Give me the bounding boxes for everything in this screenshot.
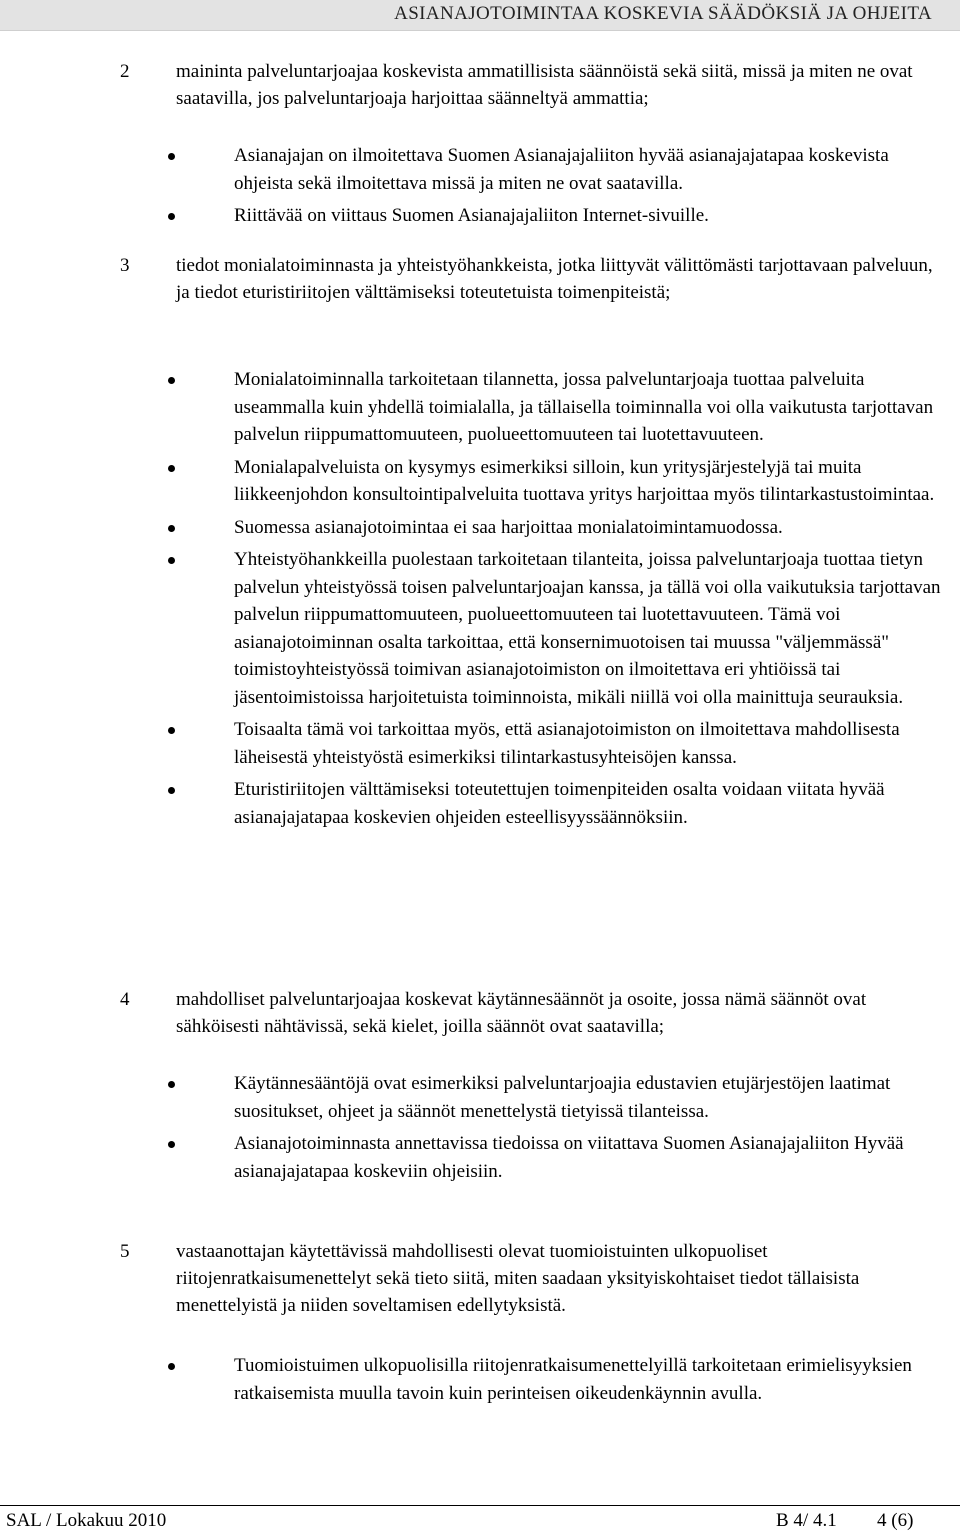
list-item: Monialapalveluista on kysymys esimerkiksi silloin, kun yritysjärjestelyjä tai muita liikkeenjohdon konsultointipalveluita tuottava yritys harjoittaa myös tilintarkastustoimintaa. [234,454,950,509]
section-number: 4 [120,989,130,1010]
bullet-list [234,142,950,235]
bullet-list [234,366,950,836]
list-item: Yhteistyöhankkeilla puolestaan tarkoitetaan tilanteita, joissa palveluntarjoaja tuottaa tietyn palvelun yhteistyössä toisen palveluntarjoajan kanssa, ja tällä voi olla vaikutuksia tarjottavan palvelun riippumattomuuteen, puolueettomuuteen tai luotettavuuteen. Tämä voi asianajotoiminnan osalta tarkoittaa, että konsernimuotoisen tai muussa "väljemmässä" toimistoyhteistyössä toimivan asianajotoimiston on ilmoitettava eri yhtiöissä tai jäsentoimistoissa harjoitetuista toiminnoista, mikäli niillä voi olla mainittuja seurauksia. [234,546,950,711]
footer-divider [0,1505,960,1506]
bullet-list [234,1070,950,1190]
list-item: Asianajotoiminnasta annettavissa tiedoissa on viitattava Suomen Asianajajaliiton Hyvää asianajajatapaa koskeviin ohjeisiin. [234,1130,950,1185]
list-item: Toisaalta tämä voi tarkoittaa myös, että asianajotoimiston on ilmoitettava mahdollisesta läheisestä yhteistyöstä esimerkiksi tilintarkastusyhteisöjen kanssa. [234,716,950,771]
footer-document-code: B 4/ 4.1 [776,1510,837,1531]
section-number: 3 [120,255,130,276]
bullet-dot [168,525,175,532]
bullet-dot [168,153,175,160]
section-text: maininta palveluntarjoajaa koskevista ammatillisista säännöistä sekä siitä, missä ja miten ne ovat saatavilla, jos palveluntarjoaja harjoittaa säänneltyä ammattia; [176,61,913,109]
footer-date: SAL / Lokakuu 2010 [6,1510,167,1531]
list-item: Käytännesääntöjä ovat esimerkiksi palveluntarjoajia edustavien etujärjestöjen laatimat suositukset, ohjeet ja säännöt menettelystä tietyissä tilanteissa. [234,1070,950,1125]
section-text: tiedot monialatoiminnasta ja yhteistyöhankkeista, jotka liittyvät välittömästi tarjottavaan palveluun, ja tiedot eturistiriitojen välttämiseksi toteutetuista toimenpiteistä; [176,255,933,303]
header-title: ASIANAJOTOIMINTAA KOSKEVIA SÄÄDÖKSIÄ JA OHJEITA [394,3,932,24]
list-item: Suomessa asianajotoimintaa ei saa harjoittaa monialatoimintamuodossa. [234,514,950,542]
list-item: Monialatoiminnalla tarkoitetaan tilannetta, jossa palveluntarjoaja tuottaa palveluita useammalla kuin yhdellä toimialalla, ja tällaisella toiminnalla voi olla vaikutusta tarjottavan palvelun riippumattomuuteen, puolueettomuuteen tai luotettavuuteen. [234,366,950,449]
section-text: mahdolliset palveluntarjoajaa koskevat käytännesäännöt ja osoite, jossa nämä säännöt ovat sähköisesti nähtävissä, sekä kielet, joilla säännöt ovat saatavilla; [176,989,867,1037]
footer-page-number: 4 (6) [877,1510,914,1531]
list-item: Asianajajan on ilmoitettava Suomen Asianajajaliiton hyvää asianajajatapaa koskevista ohjeista sekä ilmoitettava missä ja miten ne ovat saatavilla. [234,142,950,197]
section-number: 5 [120,1241,130,1262]
bullet-dot [168,1141,175,1148]
bullet-dot [168,557,175,564]
bullet-dot [168,465,175,472]
list-item: Riittävää on viittaus Suomen Asianajajaliiton Internet-sivuille. [234,202,950,230]
bullet-dot [168,377,175,384]
bullet-dot [168,1081,175,1088]
list-item: Eturistiriitojen välttämiseksi toteutettujen toimenpiteiden osalta voidaan viitata hyvää asianajajatapaa koskevien ohjeiden esteellisyyssäännöksiin. [234,776,950,831]
bullet-dot [168,727,175,734]
page-header [0,0,960,31]
bullet-dot [168,787,175,794]
bullet-dot [168,1363,175,1370]
list-item: Tuomioistuimen ulkopuolisilla riitojenratkaisumenettelyillä tarkoitetaan erimielisyyksien ratkaisemista muulla tavoin kuin perinteisen oikeudenkäynnin avulla. [234,1352,950,1407]
section-text: vastaanottajan käytettävissä mahdollisesti olevat tuomioistuinten ulkopuoliset riitojenratkaisumenettelyt sekä tieto siitä, miten saadaan yksityiskohtaiset tiedot tällaisista menettelyistä ja niiden soveltamisen edellytyksistä. [176,1241,860,1316]
section-number: 2 [120,61,130,82]
bullet-dot [168,213,175,220]
bullet-list [234,1352,950,1412]
